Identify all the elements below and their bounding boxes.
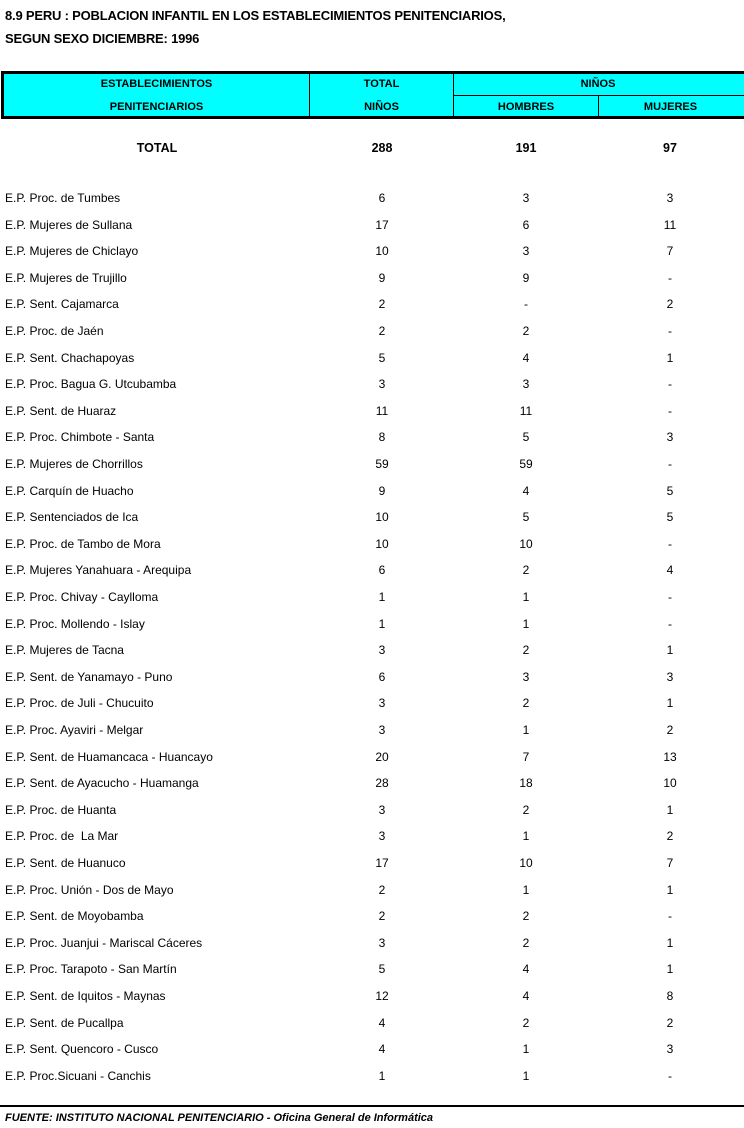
row-mujeres: 7 bbox=[666, 856, 674, 870]
table-title-line-2: SEGUN SEXO DICIEMBRE: 1996 bbox=[5, 31, 200, 46]
table-row bbox=[0, 829, 744, 849]
header-total: TOTAL bbox=[363, 78, 400, 90]
header-divider bbox=[453, 95, 744, 96]
row-mujeres: - bbox=[668, 537, 672, 551]
total-hombres: 191 bbox=[515, 141, 537, 155]
row-hombres: 9 bbox=[522, 271, 530, 285]
row-total: 8 bbox=[378, 430, 386, 444]
total-row bbox=[0, 141, 744, 161]
row-hombres: 1 bbox=[522, 1069, 530, 1083]
row-hombres: 5 bbox=[522, 510, 530, 524]
row-total: 2 bbox=[378, 883, 386, 897]
row-hombres: 4 bbox=[522, 989, 530, 1003]
row-hombres: 2 bbox=[522, 936, 530, 950]
establishment-name: E.P. Proc.Sicuani - Canchis bbox=[5, 1069, 151, 1083]
row-total: 3 bbox=[378, 696, 386, 710]
row-total: 3 bbox=[378, 936, 386, 950]
row-mujeres: 1 bbox=[666, 643, 674, 657]
table-row bbox=[0, 723, 744, 743]
establishment-name: E.P. Proc. de Juli - Chucuito bbox=[5, 696, 154, 710]
establishment-name: E.P. Proc. Juanjui - Mariscal Cáceres bbox=[5, 936, 203, 950]
establishment-name: E.P. Mujeres de Chorrillos bbox=[5, 457, 143, 471]
establishment-name: E.P. Carquín de Huacho bbox=[5, 484, 134, 498]
row-total: 10 bbox=[375, 244, 389, 258]
row-mujeres: 8 bbox=[666, 989, 674, 1003]
row-mujeres: 1 bbox=[666, 803, 674, 817]
row-mujeres: - bbox=[668, 590, 672, 604]
row-mujeres: - bbox=[668, 1069, 672, 1083]
table-row bbox=[0, 962, 744, 982]
row-hombres: 11 bbox=[519, 404, 533, 418]
table-row bbox=[0, 696, 744, 716]
establishment-name: E.P. Sent. de Pucallpa bbox=[5, 1016, 124, 1030]
row-total: 10 bbox=[375, 537, 389, 551]
establishment-name: E.P. Proc. de Huanta bbox=[5, 803, 117, 817]
table-row bbox=[0, 883, 744, 903]
table-row bbox=[0, 1069, 744, 1089]
row-total: 4 bbox=[378, 1042, 386, 1056]
table-row bbox=[0, 324, 744, 344]
table-row bbox=[0, 776, 744, 796]
establishment-name: E.P. Proc. Chimbote - Santa bbox=[5, 430, 155, 444]
row-total: 28 bbox=[375, 776, 389, 790]
row-mujeres: 3 bbox=[666, 1042, 674, 1056]
table-row bbox=[0, 430, 744, 450]
row-total: 2 bbox=[378, 324, 386, 338]
row-total: 11 bbox=[375, 404, 389, 418]
establishment-name: E.P. Proc. Tarapoto - San Martín bbox=[5, 962, 177, 976]
row-total: 3 bbox=[378, 723, 386, 737]
row-mujeres: - bbox=[668, 271, 672, 285]
row-total: 1 bbox=[378, 1069, 386, 1083]
establishment-name: E.P. Proc. de Tambo de Mora bbox=[5, 537, 161, 551]
table-row bbox=[0, 563, 744, 583]
row-hombres: 1 bbox=[522, 723, 530, 737]
row-mujeres: 4 bbox=[666, 563, 674, 577]
row-mujeres: - bbox=[668, 909, 672, 923]
establishment-name: E.P. Sent. de Iquitos - Maynas bbox=[5, 989, 166, 1003]
table-row bbox=[0, 537, 744, 557]
row-hombres: 2 bbox=[522, 643, 530, 657]
row-hombres: 18 bbox=[519, 776, 533, 790]
row-hombres: 4 bbox=[522, 484, 530, 498]
row-mujeres: 2 bbox=[666, 297, 674, 311]
table-row bbox=[0, 1016, 744, 1036]
row-hombres: 5 bbox=[522, 430, 530, 444]
row-mujeres: 5 bbox=[666, 510, 674, 524]
total-label: TOTAL bbox=[136, 141, 178, 155]
table-row bbox=[0, 191, 744, 211]
establishment-name: E.P. Sent. de Huanuco bbox=[5, 856, 126, 870]
row-hombres: 1 bbox=[522, 829, 530, 843]
establishment-name: E.P. Mujeres de Chiclayo bbox=[5, 244, 139, 258]
row-mujeres: 1 bbox=[666, 696, 674, 710]
header-penitenciarios: PENITENCIARIOS bbox=[109, 101, 204, 113]
row-hombres: 6 bbox=[522, 218, 530, 232]
row-total: 2 bbox=[378, 297, 386, 311]
establishment-name: E.P. Sentenciados de Ica bbox=[5, 510, 139, 524]
row-total: 3 bbox=[378, 643, 386, 657]
header-total-ninos: NIÑOS bbox=[364, 101, 399, 113]
row-total: 1 bbox=[378, 617, 386, 631]
table-title-line-1: 8.9 PERU : POBLACION INFANTIL EN LOS ESTABLECIMIENTOS PENITENCIARIOS, bbox=[5, 8, 506, 23]
table-row bbox=[0, 271, 744, 291]
row-total: 6 bbox=[378, 191, 386, 205]
table-row bbox=[0, 750, 744, 770]
header-mujeres: MUJERES bbox=[643, 101, 698, 113]
row-hombres: 1 bbox=[522, 590, 530, 604]
establishment-name: E.P. Proc. de Jaén bbox=[5, 324, 104, 338]
table-header bbox=[1, 71, 744, 119]
footer-rule bbox=[0, 1105, 744, 1107]
table-row bbox=[0, 909, 744, 929]
row-total: 4 bbox=[378, 1016, 386, 1030]
row-mujeres: - bbox=[668, 324, 672, 338]
row-mujeres: 5 bbox=[666, 484, 674, 498]
table-row bbox=[0, 297, 744, 317]
table-row bbox=[0, 643, 744, 663]
row-total: 2 bbox=[378, 909, 386, 923]
row-hombres: 1 bbox=[522, 883, 530, 897]
row-total: 12 bbox=[375, 989, 389, 1003]
total-total: 288 bbox=[371, 141, 393, 155]
row-mujeres: 1 bbox=[666, 936, 674, 950]
row-total: 3 bbox=[378, 829, 386, 843]
row-total: 17 bbox=[375, 218, 389, 232]
row-mujeres: - bbox=[668, 457, 672, 471]
row-mujeres: 2 bbox=[666, 1016, 674, 1030]
table-row bbox=[0, 856, 744, 876]
establishment-name: E.P. Proc. Bagua G. Utcubamba bbox=[5, 377, 177, 391]
table-row bbox=[0, 936, 744, 956]
row-hombres: 1 bbox=[522, 1042, 530, 1056]
establishment-name: E.P. Mujeres de Tacna bbox=[5, 643, 124, 657]
row-hombres: 2 bbox=[522, 803, 530, 817]
row-mujeres: - bbox=[668, 377, 672, 391]
row-total: 59 bbox=[375, 457, 389, 471]
table-row bbox=[0, 1042, 744, 1062]
row-hombres: 59 bbox=[519, 457, 533, 471]
establishment-name: E.P. Proc. de La Mar bbox=[5, 829, 119, 843]
establishment-name: E.P. Sent. de Moyobamba bbox=[5, 909, 144, 923]
establishment-name: E.P. Proc. Ayaviri - Melgar bbox=[5, 723, 144, 737]
table-row bbox=[0, 803, 744, 823]
table-row bbox=[0, 670, 744, 690]
row-mujeres: 3 bbox=[666, 191, 674, 205]
establishment-name: E.P. Proc. de Tumbes bbox=[5, 191, 121, 205]
table-row bbox=[0, 377, 744, 397]
establishment-name: E.P. Proc. Chivay - Caylloma bbox=[5, 590, 159, 604]
row-mujeres: 2 bbox=[666, 829, 674, 843]
row-mujeres: 3 bbox=[666, 430, 674, 444]
header-ninos-group: NIÑOS bbox=[580, 78, 616, 90]
row-total: 20 bbox=[375, 750, 389, 764]
row-total: 9 bbox=[378, 484, 386, 498]
establishment-name: E.P. Sent. de Huamancaca - Huancayo bbox=[5, 750, 213, 764]
establishment-name: E.P. Proc. Mollendo - Islay bbox=[5, 617, 145, 631]
table-row bbox=[0, 244, 744, 264]
row-hombres: 3 bbox=[522, 670, 530, 684]
row-mujeres: - bbox=[668, 617, 672, 631]
row-hombres: 2 bbox=[522, 696, 530, 710]
row-mujeres: 7 bbox=[666, 244, 674, 258]
row-mujeres: 1 bbox=[666, 351, 674, 365]
total-mujeres: 97 bbox=[663, 141, 677, 155]
row-hombres: - bbox=[524, 297, 528, 311]
header-hombres: HOMBRES bbox=[497, 101, 555, 113]
row-total: 5 bbox=[378, 962, 386, 976]
row-total: 10 bbox=[375, 510, 389, 524]
row-total: 3 bbox=[378, 377, 386, 391]
row-mujeres: 11 bbox=[663, 218, 677, 232]
row-hombres: 3 bbox=[522, 377, 530, 391]
row-total: 6 bbox=[378, 563, 386, 577]
row-hombres: 4 bbox=[522, 962, 530, 976]
row-total: 6 bbox=[378, 670, 386, 684]
establishment-name: E.P. Mujeres de Trujillo bbox=[5, 271, 127, 285]
row-hombres: 10 bbox=[519, 537, 533, 551]
table-row bbox=[0, 457, 744, 477]
establishment-name: E.P. Sent. de Huaraz bbox=[5, 404, 117, 418]
row-hombres: 3 bbox=[522, 244, 530, 258]
row-hombres: 1 bbox=[522, 617, 530, 631]
table-row bbox=[0, 404, 744, 424]
row-hombres: 2 bbox=[522, 1016, 530, 1030]
row-hombres: 10 bbox=[519, 856, 533, 870]
table-row bbox=[0, 510, 744, 530]
row-hombres: 2 bbox=[522, 563, 530, 577]
row-total: 3 bbox=[378, 803, 386, 817]
establishment-name: E.P. Sent. Chachapoyas bbox=[5, 351, 135, 365]
row-total: 17 bbox=[375, 856, 389, 870]
row-hombres: 2 bbox=[522, 909, 530, 923]
table-row bbox=[0, 351, 744, 371]
establishment-name: E.P. Sent. Cajamarca bbox=[5, 297, 119, 311]
row-hombres: 2 bbox=[522, 324, 530, 338]
row-hombres: 4 bbox=[522, 351, 530, 365]
table-row bbox=[0, 989, 744, 1009]
row-total: 1 bbox=[378, 590, 386, 604]
table-row bbox=[0, 218, 744, 238]
row-mujeres: 1 bbox=[666, 883, 674, 897]
establishment-name: E.P. Mujeres de Sullana bbox=[5, 218, 133, 232]
row-mujeres: 2 bbox=[666, 723, 674, 737]
table-row bbox=[0, 617, 744, 637]
row-total: 9 bbox=[378, 271, 386, 285]
establishment-name: E.P. Sent. de Yanamayo - Puno bbox=[5, 670, 173, 684]
row-mujeres: 10 bbox=[663, 776, 677, 790]
row-mujeres: 1 bbox=[666, 962, 674, 976]
table-row bbox=[0, 590, 744, 610]
row-total: 5 bbox=[378, 351, 386, 365]
row-mujeres: - bbox=[668, 404, 672, 418]
establishment-name: E.P. Proc. Unión - Dos de Mayo bbox=[5, 883, 174, 897]
row-hombres: 3 bbox=[522, 191, 530, 205]
establishment-name: E.P. Mujeres Yanahuara - Arequipa bbox=[5, 563, 192, 577]
source-note: FUENTE: INSTITUTO NACIONAL PENITENCIARIO - Oficina General de Informática bbox=[5, 1112, 434, 1124]
establishment-name: E.P. Sent. Quencoro - Cusco bbox=[5, 1042, 159, 1056]
table-row bbox=[0, 484, 744, 504]
establishment-name: E.P. Sent. de Ayacucho - Huamanga bbox=[5, 776, 199, 790]
row-hombres: 7 bbox=[522, 750, 530, 764]
row-mujeres: 3 bbox=[666, 670, 674, 684]
row-mujeres: 13 bbox=[663, 750, 677, 764]
header-establecimientos: ESTABLECIMIENTOS bbox=[100, 78, 213, 90]
